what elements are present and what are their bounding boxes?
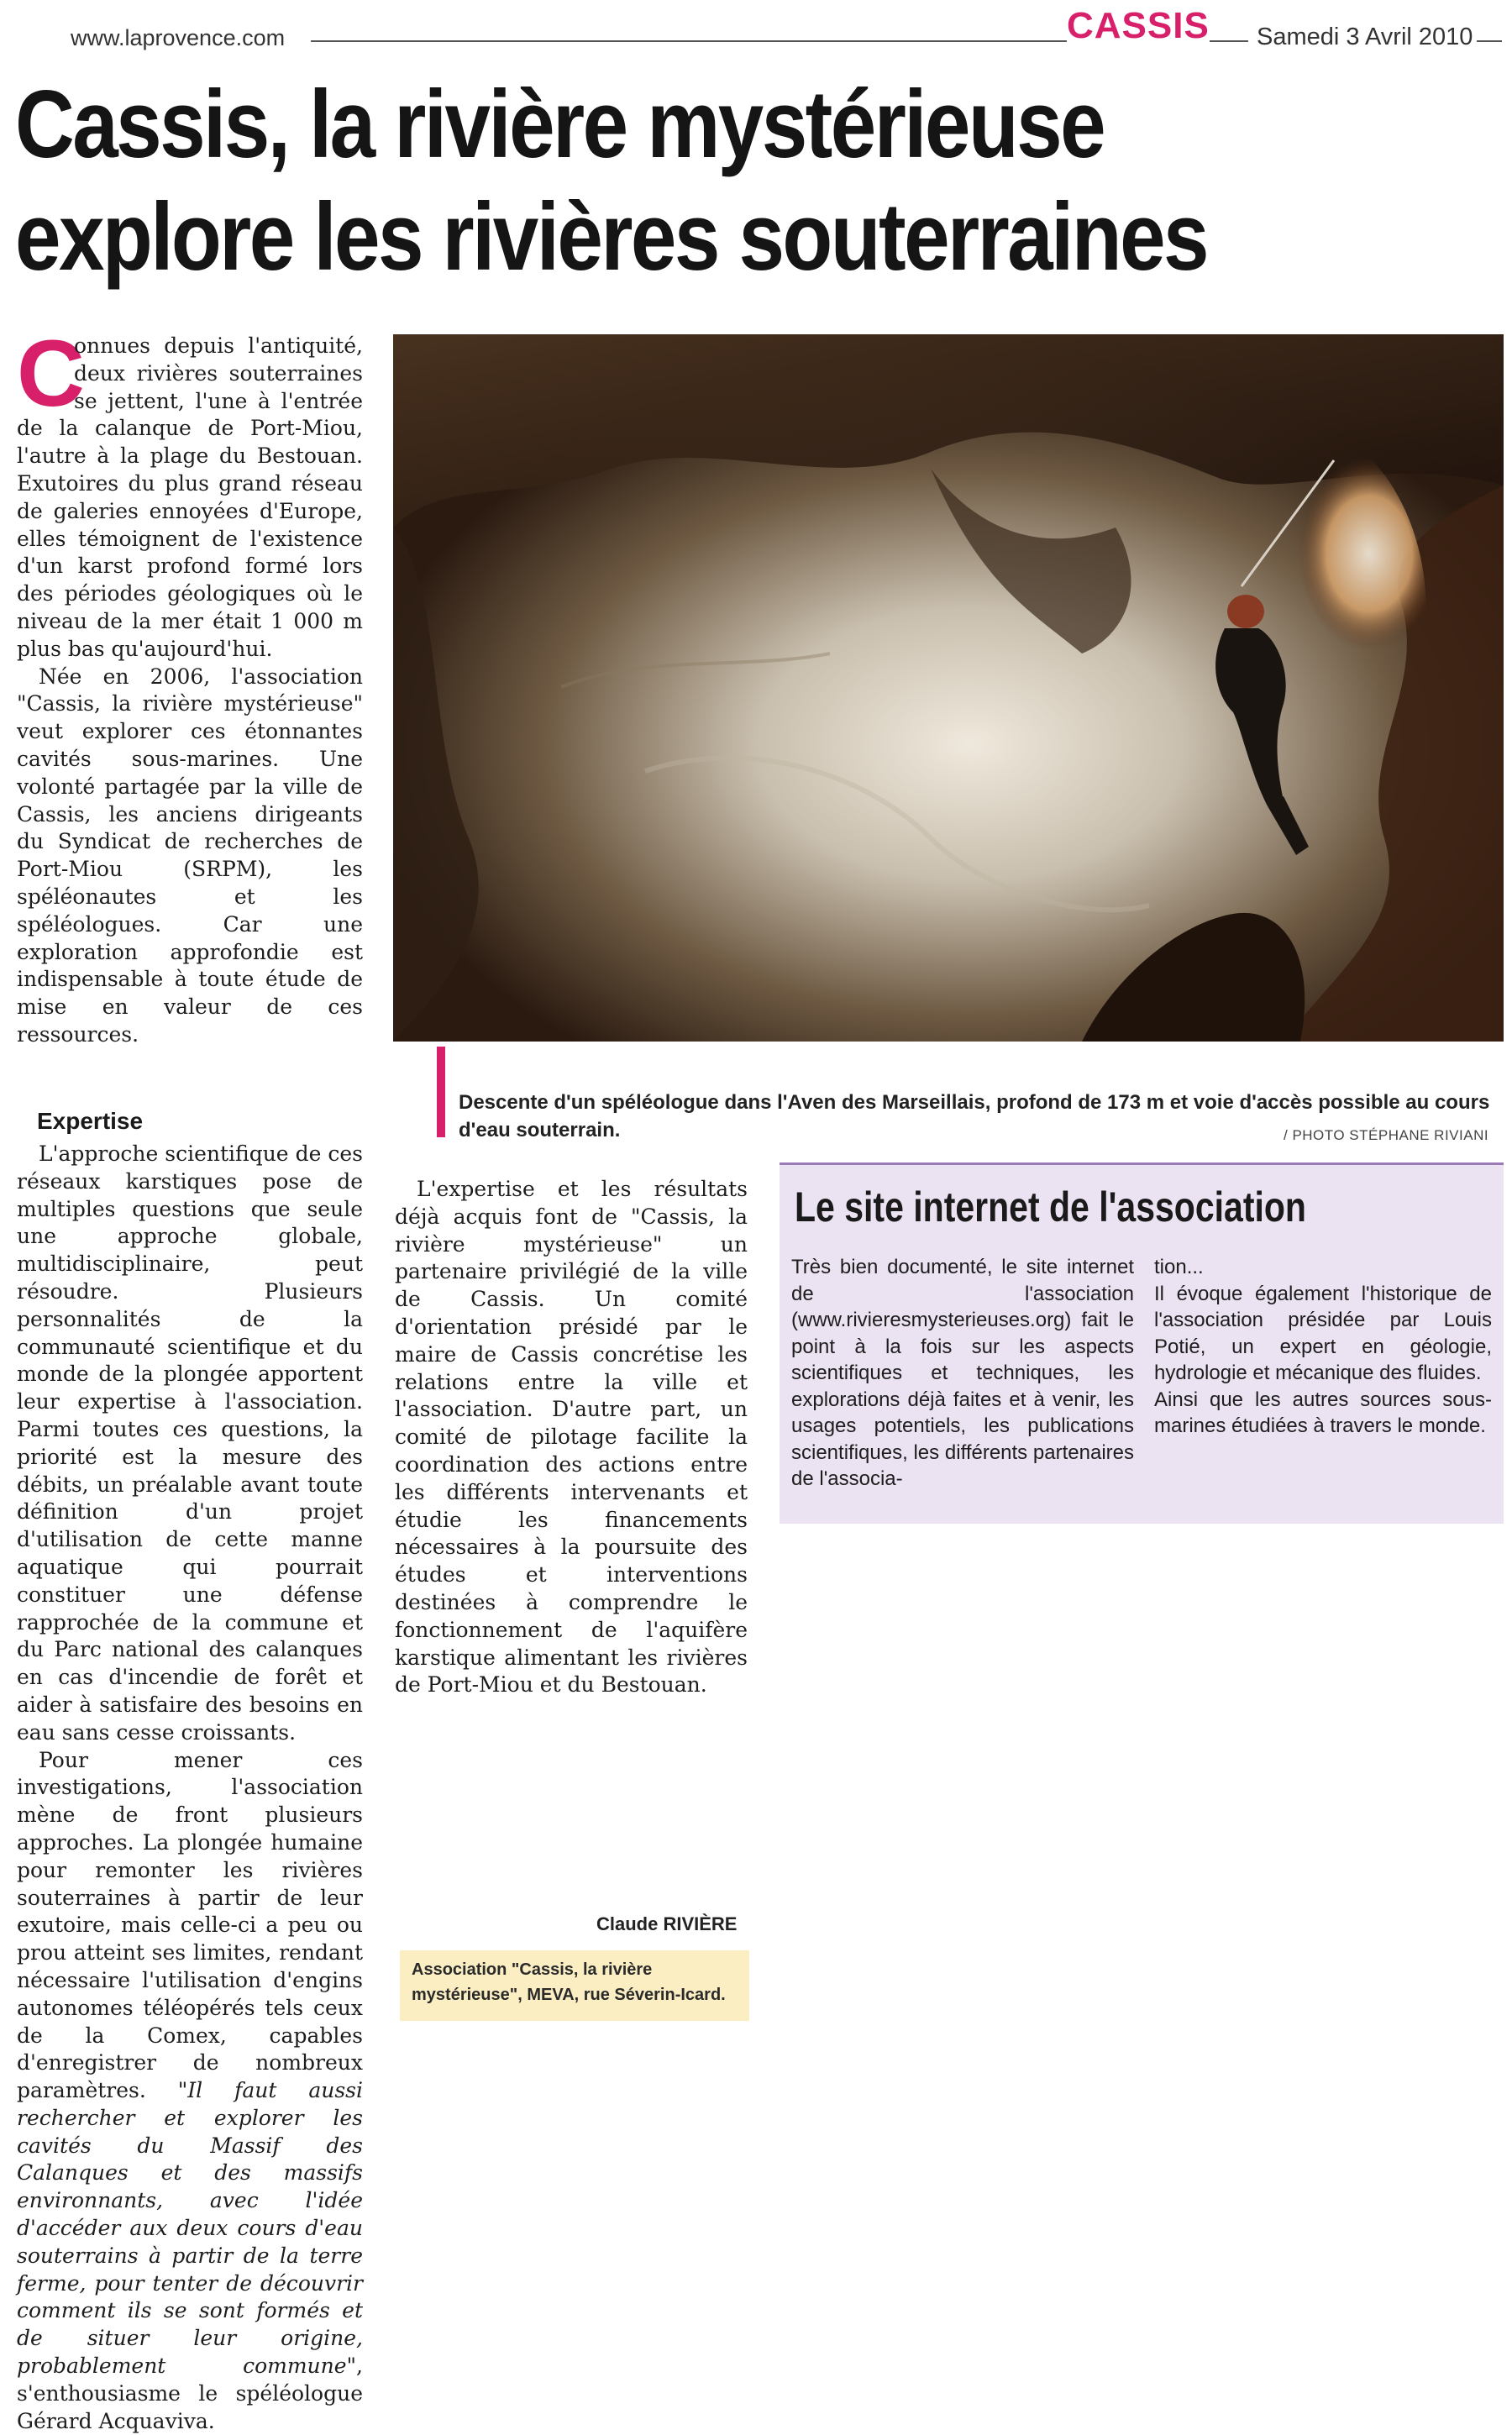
drop-cap: C xyxy=(17,321,85,426)
cave-photo-illustration xyxy=(393,334,1504,1042)
article-paragraph: Née en 2006, l'association "Cassis, la rivière mystérieuse" veut explorer ces étonnantes cavités sous-marines. Une volonté partagée par la ville de Cassis, les anciens dirigeants du Syndicat de recherches de Port-Miou (SRPM), les spéléonautes et les spéléologues. Car une exploration approfondie est indispensable à toute étude de mise en valeur de ces ressources. xyxy=(17,664,363,1047)
cave-photo xyxy=(393,334,1504,1042)
subheading: Expertise xyxy=(37,1108,144,1134)
headline-line-2: explore les rivières souterraines xyxy=(15,184,1207,291)
author-signature: Claude RIVIÈRE xyxy=(596,1913,738,1934)
article-paragraph: L'expertise et les résultats déjà acquis font de "Cassis, la rivière mystérieuse" un partenaire privilégié de la ville de Cassis. Un comité d'orientation présidé par le maire de Cassis concrétise les relations entre la ville et l'association. D'autre part, un comité de pilotage facilite la coordination des actions entre les différents intervenants et étudie les financements nécessaires à la poursuite des études et interventions destinées à comprendre le fonctionnement de l'aquifère karstique alimentant les rivières de Port-Miou et du Bestouan. xyxy=(395,1177,748,1698)
photo-credit: / PHOTO STÉPHANE RIVIANI xyxy=(1284,1127,1489,1143)
sidebar-box xyxy=(780,1162,1504,1524)
article-paragraph: Pour mener ces investigations, l'association mène de front plusieurs approches. La plongée humaine pour remonter les rivières souterraines à partir de leur exutoire, mais celle-ci a peu ou prou atteint ses limites, rendant nécessaire l'utilisation d'engins autonomes téléopérés tels ceux de la Comex, capables d'enregistrer de nombreux paramètres. "Il faut aussi rechercher et explorer les cavités du Massif des Calanques et des massifs environnants, avec l'idée d'accéder aux deux cours d'eau souterrains à partir de la terre ferme, pour tenter de découvrir comment ils se sont formés et de situer leur origine, probablement commune", s'enthousiasme le spéléologue Gérard Acquaviva. xyxy=(17,1747,364,2433)
headline-line-1: Cassis, la rivière mystérieuse xyxy=(15,71,1105,178)
site-url: www.laprovence.com xyxy=(71,25,286,50)
photo-caption: Descente d'un spéléologue dans l'Aven des Marseillais, profond de 173 m et voie d'accès possible au cours d'eau souterrain. xyxy=(459,1091,1490,1141)
caption-accent-bar xyxy=(437,1047,445,1137)
sidebar-paragraph: tion... xyxy=(1154,1256,1204,1278)
sidebar-paragraph: Ainsi que les autres sources sous-marines étudiées à travers le monde. xyxy=(1154,1388,1492,1437)
contact-box: Association "Cassis, la rivière mystérieuse", MEVA, rue Séverin-Icard. xyxy=(400,1950,749,2021)
header-rule xyxy=(311,40,1067,42)
page-header xyxy=(0,0,1512,76)
issue-date: Samedi 3 Avril 2010 xyxy=(1257,24,1473,50)
sidebar-title: Le site internet de l'association xyxy=(795,1183,1306,1231)
article-paragraph: C onnues depuis l'antiquité, deux rivières souterraines se jettent, l'une à l'entrée de la calanque de Port-Miou, l'autre à la plage du Bestouan. Exutoires du plus grand réseau de galeries ennoyées d'Europe, elles témoignent de l'existence d'un karst profond formé lors des périodes géologiques où le niveau de la mer était 1 000 m plus bas qu'aujourd'hui. xyxy=(17,321,363,661)
header-rule xyxy=(1477,40,1502,42)
header-rule xyxy=(1210,40,1248,42)
sidebar-paragraph: Il évoque également l'historique de l'association présidée par Louis Potié, un expert en géologie, hydrologie et mécanique des fluides. xyxy=(1154,1282,1492,1384)
quote: Il faut aussi rechercher et explorer les cavités du Massif des Calanques et des massifs environnants, avec l'idée d'accéder aux deux cours d'eau souterrains à partir de la terre ferme, pour tenter de découvrir comment ils se sont formés et de situer leur origine, probablement commune xyxy=(17,2078,364,2379)
sidebar-column-1: Très bien documenté, le site internet de l'association (www.rivieresmysterieuses.org) fait le point à la fois sur les aspects scientifiques et techniques, les explorations déjà faites et à venir, les usages potentiels, les publications scientifiques, les différents partenaires de l'associa- xyxy=(791,1256,1134,1490)
article-column-1 xyxy=(17,321,363,1049)
sidebar-column-2 xyxy=(1154,1254,1492,1440)
headline xyxy=(15,69,1496,294)
article-paragraph: L'approche scientifique de ces réseaux karstiques pose de multiples questions que seule une approche globale, multidisciplinaire, peut résoudre. Plusieurs personnalités de la communauté scientifique et du monde de la plongée apportent leur expertise à l'association. Parmi toutes ces questions, la priorité est la mesure des débits, un préalable avant toute définition d'un projet d'utilisation de cette manne aquatique qui pourrait constituer une défense rapprochée de la commune et du Parc national des calanques en cas d'incendie de forêt et aider à satisfaire des besoins en eau sans cesse croissants. xyxy=(17,1141,363,1745)
article-column-2 xyxy=(395,1176,748,1699)
section-name: CASSIS xyxy=(1067,5,1210,46)
article-column-1-lower xyxy=(17,1095,363,2435)
